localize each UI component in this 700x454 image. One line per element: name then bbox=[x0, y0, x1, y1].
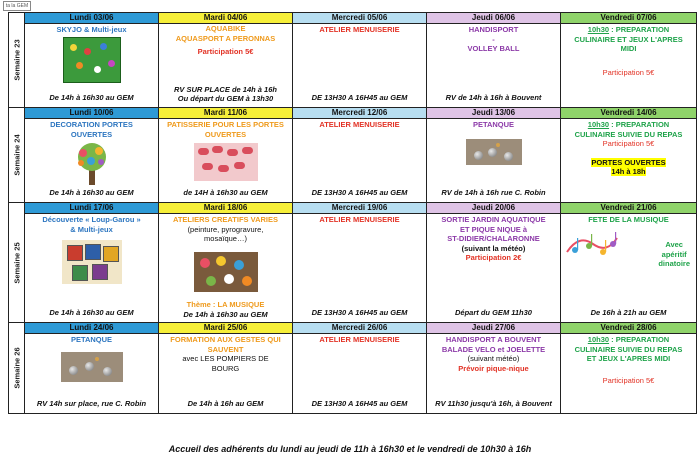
day-header: Mercredi 12/06 bbox=[293, 108, 427, 119]
petanque-image bbox=[61, 352, 123, 382]
activity-footer: De 16h à 21h au GEM bbox=[590, 308, 667, 317]
activity-title: SKYJO & Multi-jeux bbox=[56, 25, 127, 34]
opening-hours-text: Accueil des adhérents du lundi au jeudi de 11h à 16h30 et le vendredi de 10h30 à 16h bbox=[168, 444, 532, 454]
day-header: Mercredi 05/06 bbox=[293, 13, 427, 24]
craft-supplies-image bbox=[194, 252, 258, 292]
activity-cell: 10h30 : PREPARATION CULINAIRE SUIVIE DU REPAS ET JEUX L'APRES MIDI Participation 5€ bbox=[561, 334, 697, 414]
activity-title: PREPARATION bbox=[615, 25, 670, 34]
week-activity-row bbox=[9, 214, 697, 323]
day-header: Mardi 18/06 bbox=[159, 203, 293, 214]
activity-title: CULINAIRE ET JEUX L'APRES bbox=[574, 34, 683, 44]
activity-title: ET PIQUE NIQUE à bbox=[459, 224, 528, 234]
activity-cell bbox=[293, 24, 427, 108]
activity-footer: de 14H à 16h30 au GEM bbox=[183, 188, 268, 197]
week-header-row bbox=[9, 13, 697, 24]
music-notes-image bbox=[565, 230, 619, 260]
day-header: Jeudi 27/06 bbox=[427, 323, 561, 334]
week-label: Semaine 25 bbox=[9, 203, 25, 323]
activity-title: OUVERTES bbox=[70, 129, 113, 139]
activity-cell bbox=[293, 214, 427, 323]
week-activity-row bbox=[9, 24, 697, 108]
activity-cell bbox=[293, 119, 427, 203]
activity-footer: De 14h à 16h30 au GEM bbox=[49, 93, 134, 102]
activity-footer: Ou départ du GEM à 13h30 bbox=[177, 94, 274, 103]
activity-title: VOLLEY BALL bbox=[467, 44, 520, 53]
activity-subtitle: (suivant météo) bbox=[467, 354, 520, 363]
day-header: Mardi 11/06 bbox=[159, 108, 293, 119]
activity-title: AQUABIKE bbox=[205, 24, 246, 33]
activity-title: Découverte « Loup-Garou » bbox=[42, 215, 141, 224]
day-header: Mercredi 26/06 bbox=[293, 323, 427, 334]
day-header: Jeudi 13/06 bbox=[427, 108, 561, 119]
loup-garou-image bbox=[62, 240, 122, 284]
schedule-table bbox=[8, 12, 697, 414]
activity-title: PETANQUE bbox=[472, 120, 515, 129]
activity-title: DECORATION PORTES bbox=[50, 120, 133, 129]
activity-title: PREPARATION bbox=[615, 120, 670, 129]
activity-title: CULINAIRE SUIVIE DU REPAS bbox=[574, 344, 683, 354]
week-activity-row bbox=[9, 334, 697, 414]
activity-title: ATELIER MENUISERIE bbox=[319, 215, 400, 224]
activity-note: Prévoir pique-nique bbox=[458, 364, 529, 373]
activity-title: - bbox=[492, 34, 495, 44]
activity-title: ET JEUX L'APRES MIDI bbox=[586, 354, 671, 363]
activity-cell bbox=[25, 119, 159, 203]
week-label: Semaine 24 bbox=[9, 108, 25, 203]
activity-footer: Départ du GEM 11h30 bbox=[455, 308, 532, 317]
activity-footer: DE 13H30 A 16H45 au GEM bbox=[311, 308, 408, 317]
activity-title: FORMATION AUX GESTES QUI bbox=[170, 335, 281, 344]
activity-subtitle: (peinture, pyrogravure, bbox=[187, 224, 264, 234]
activity-footer: DE 13H30 A 16H45 au GEM bbox=[311, 399, 408, 408]
day-header: Lundi 03/06 bbox=[25, 13, 159, 24]
day-header: Mardi 25/06 bbox=[159, 323, 293, 334]
activity-title: ST-DIDIER/CHALARONNE bbox=[447, 234, 540, 243]
day-header: Lundi 17/06 bbox=[25, 203, 159, 214]
activity-title: CULINAIRE SUIVIE DU REPAS bbox=[574, 129, 683, 139]
activity-cell bbox=[561, 214, 697, 323]
activity-subtitle: BOURG bbox=[211, 364, 240, 373]
activity-title: PREPARATION bbox=[615, 335, 670, 344]
activity-footer: RV de 14h à 16h à Bouvent bbox=[445, 93, 542, 102]
activity-footer: RV 14h sur place, rue C. Robin bbox=[36, 399, 147, 408]
activity-title: SAUVENT bbox=[207, 344, 244, 354]
activity-footer: DE 13H30 A 16H45 au GEM bbox=[311, 93, 408, 102]
open-day-hours: 14h à 18h bbox=[611, 167, 646, 176]
activity-time: 10h30 bbox=[587, 120, 610, 129]
day-header: Mercredi 19/06 bbox=[293, 203, 427, 214]
participation-note: Participation 5€ bbox=[602, 139, 655, 148]
activity-subtitle: (suivant la météo) bbox=[461, 243, 526, 253]
activity-cell bbox=[293, 334, 427, 414]
week-label: Semaine 26 bbox=[9, 323, 25, 414]
activity-subtitle: avec LES POMPIERS DE bbox=[182, 354, 269, 363]
activity-title: AQUASPORT A PERONNAS bbox=[175, 33, 276, 43]
activity-title: FETE DE LA MUSIQUE bbox=[588, 215, 669, 224]
day-header: Mardi 04/06 bbox=[159, 13, 293, 24]
activity-time: 10h30 bbox=[587, 25, 610, 34]
activity-extra: apéritif bbox=[661, 249, 687, 259]
day-header: Vendredi 21/06 bbox=[561, 203, 697, 214]
activity-footer: De 14h à 16h30 au GEM bbox=[183, 309, 268, 319]
day-header: Vendredi 14/06 bbox=[561, 108, 697, 119]
activity-cell bbox=[25, 214, 159, 323]
activity-theme: Thème : LA MUSIQUE bbox=[186, 300, 265, 309]
activity-title: ATELIERS CREATIFS VARIES bbox=[172, 215, 278, 224]
skyjo-game-image bbox=[63, 37, 121, 83]
activity-cell bbox=[427, 24, 561, 108]
activity-extra: dinatoire bbox=[658, 259, 690, 268]
activity-cell bbox=[427, 119, 561, 203]
activity-footer: RV de 14h à 16h rue C. Robin bbox=[441, 188, 546, 197]
day-header: Jeudi 06/06 bbox=[427, 13, 561, 24]
open-day-banner: PORTES OUVERTES bbox=[591, 157, 666, 167]
activity-cell bbox=[427, 334, 561, 414]
activity-cell: 10h30 : PREPARATION CULINAIRE ET JEUX L'APRES MIDI Participation 5€ bbox=[561, 24, 697, 108]
activity-time: 10h30 bbox=[587, 335, 610, 344]
week-header-row bbox=[9, 108, 697, 119]
day-header: Lundi 10/06 bbox=[25, 108, 159, 119]
week-activity-row bbox=[9, 119, 697, 203]
activity-title: & Multi-jeux bbox=[70, 224, 113, 234]
participation-note: Participation 2€ bbox=[465, 253, 522, 262]
activity-cell bbox=[159, 214, 293, 323]
activity-footer: De 14h à 16h30 au GEM bbox=[49, 308, 134, 317]
day-header: Vendredi 28/06 bbox=[561, 323, 697, 334]
activity-title: SORTIE JARDIN AQUATIQUE bbox=[441, 215, 546, 224]
activity-footer: De 14h à 16h30 au GEM bbox=[49, 188, 134, 197]
activity-title: BALADE VELO et JOELETTE bbox=[441, 344, 546, 354]
week-header-row bbox=[9, 203, 697, 214]
activity-title: OUVERTES bbox=[204, 129, 247, 139]
participation-note: Participation 5€ bbox=[602, 375, 655, 385]
activity-title: ATELIER MENUISERIE bbox=[319, 335, 400, 344]
activity-cell bbox=[25, 24, 159, 108]
gem-logo: ta la GEM bbox=[3, 1, 31, 11]
participation-note: Participation 5€ bbox=[197, 47, 254, 56]
tree-image bbox=[69, 141, 115, 187]
activity-footer: RV 11h30 jusqu'à 16h, à Bouvent bbox=[435, 399, 552, 408]
day-header: Lundi 24/06 bbox=[25, 323, 159, 334]
day-header: Vendredi 07/06 bbox=[561, 13, 697, 24]
day-header: Jeudi 20/06 bbox=[427, 203, 561, 214]
activity-title: PATISSERIE POUR LES PORTES bbox=[167, 120, 284, 129]
activity-title: HANDISPORT A BOUVENT bbox=[445, 335, 542, 344]
activity-footer: RV SUR PLACE de 14h à 16h bbox=[174, 85, 277, 94]
activity-title: ATELIER MENUISERIE bbox=[319, 25, 400, 34]
petanque-image bbox=[466, 139, 522, 165]
activity-title: MIDI bbox=[620, 44, 637, 53]
activity-title: ATELIER MENUISERIE bbox=[319, 120, 400, 129]
activity-cell bbox=[25, 334, 159, 414]
participation-note: Participation 5€ bbox=[602, 67, 655, 77]
activity-footer: De 14h à 16h au GEM bbox=[187, 399, 264, 408]
activity-cell bbox=[427, 214, 561, 323]
activity-title: HANDISPORT bbox=[468, 25, 519, 34]
week-header-row bbox=[9, 323, 697, 334]
activity-footer: DE 13H30 A 16H45 au GEM bbox=[311, 188, 408, 197]
week-label: Semaine 23 bbox=[9, 13, 25, 108]
activity-cell: 10h30 : PREPARATION CULINAIRE SUIVIE DU REPAS Participation 5€ PORTES OUVERTES 14h à 18h bbox=[561, 119, 697, 203]
macarons-image bbox=[194, 143, 258, 181]
activity-cell bbox=[159, 119, 293, 203]
activity-subtitle: mosaïque…) bbox=[204, 234, 247, 243]
activity-cell bbox=[159, 334, 293, 414]
activity-title: PETANQUE bbox=[70, 335, 113, 344]
activity-cell bbox=[159, 24, 293, 108]
activity-extra: Avec bbox=[665, 240, 683, 249]
